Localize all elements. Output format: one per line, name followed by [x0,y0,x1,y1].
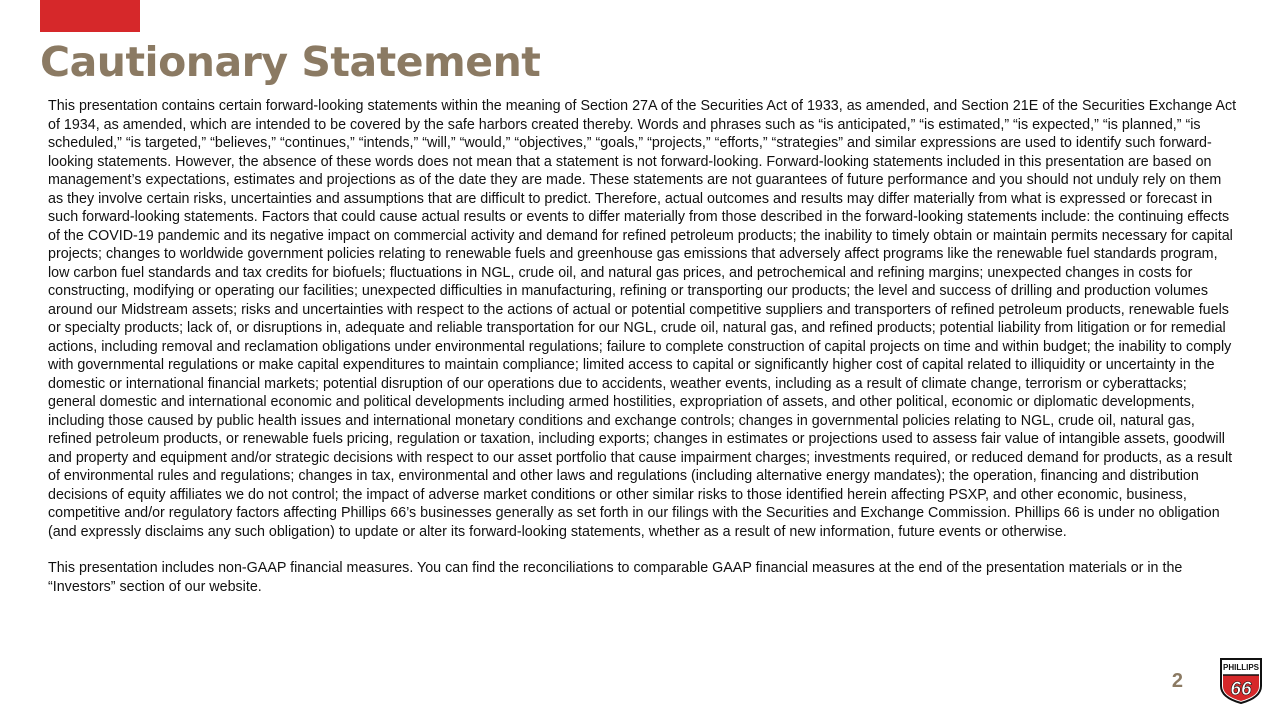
logo-number-text: 66 [1230,679,1252,700]
non-gaap-paragraph: This presentation includes non-GAAP financial measures. You can find the reconciliations to comparable GAAP financial measures at the end of the presentation materials or in the “Investors” section of our website. [48,560,1183,595]
accent-bar [40,0,140,32]
cautionary-statement-body [48,97,1238,596]
page-title: Cautionary Statement [40,38,541,86]
phillips-66-shield-logo-icon [1218,658,1264,704]
page-number: 2 [1171,670,1183,692]
logo-brand-text: PHILLIPS [1222,663,1260,672]
forward-looking-paragraph: This presentation contains certain forward-looking statements within the meaning of Section 27A of the Securities Act of 1933, as amended, and Section 21E of the Securities Exchange Act of 1934, as amended, which are intended to be covered by the safe harbors created thereby. Words and phrases such as “is anticipated,” “is estimated,” “is expected,” “is planned,” “is scheduled,” “is targeted,” “believes,” “continues,” “intends,” “will,” “would,” “objectives,” “goals,” “projects,” “efforts,” “strategies” and similar expressions are used to identify such forward-looking statements. However, the absence of these words does not mean that a statement is not forward-looking. Forward-looking statements included in this presentation are based on management’s expectations, estimates and projections as of the date they are made. These statements are not guarantees of future performance and you should not unduly rely on them as they involve certain risks, uncertainties and assumptions that are difficult to predict. Therefore, actual outcomes and results may differ materially from what is expressed or forecast in such forward-looking statements. Factors that could cause actual results or events to differ materially from those described in the forward-looking statements include: the continuing effects of the COVID-19 pandemic and its negative impact on commercial activity and demand for refined petroleum products; the inability to timely obtain or maintain permits necessary for capital projects; changes to worldwide government policies relating to renewable fuels and greenhouse gas emissions that adversely affect programs like the renewable fuel standards program, low carbon fuel standards and tax credits for biofuels; fluctuations in NGL, crude oil, and natural gas prices, and petrochemical and refining margins; unexpected changes in costs for constructing, modifying or operating our facilities; unexpected difficulties in manufacturing, refining or transporting our products; the level and success of drilling and production volumes around our Midstream assets; risks and uncertainties with respect to the actions of actual or potential competitive suppliers and transporters of refined petroleum products, renewable fuels or specialty products; lack of, or disruptions in, adequate and reliable transportation for our NGL, crude oil, natural gas, and refined products; potential liability from litigation or for remedial actions, including removal and reclamation obligations under environmental regulations; failure to complete construction of capital projects on time and within budget; the inability to comply with governmental regulations or make capital expenditures to maintain compliance; limited access to capital or significantly higher cost of capital related to illiquidity or uncertainty in the domestic or international financial markets; potential disruption of our operations due to accidents, weather events, including as a result of climate change, terrorism or cyberattacks; general domestic and international economic and political developments including armed hostilities, expropriation of assets, and other political, economic or diplomatic developments, including those caused by public health issues and international monetary conditions and exchange controls; changes in governmental policies relating to NGL, crude oil, natural gas, refined petroleum products, or renewable fuels pricing, regulation or taxation, including exports; changes in estimates or projections used to assess fair value of intangible assets, goodwill and property and equipment and/or strategic decisions with respect to our asset portfolio that cause impairment charges; investments required, or reduced demand for products, as a result of environmental rules and regulations; changes in tax, environmental and other laws and regulations (including alternative energy mandates); the operation, financing and distribution decisions of equity affiliates we do not control; the impact of adverse market conditions or other similar risks to those identified herein affecting PSXP, and other economic, business, competitive and/or regulatory factors affecting Phillips 66’s businesses generally as set forth in our filings with the Securities and Exchange Commission. Phillips 66 is under no obligation (and expressly disclaims any such obligation) to update or alter its forward-looking statements, whether as a result of new information, future events or otherwise. [48,98,1237,540]
